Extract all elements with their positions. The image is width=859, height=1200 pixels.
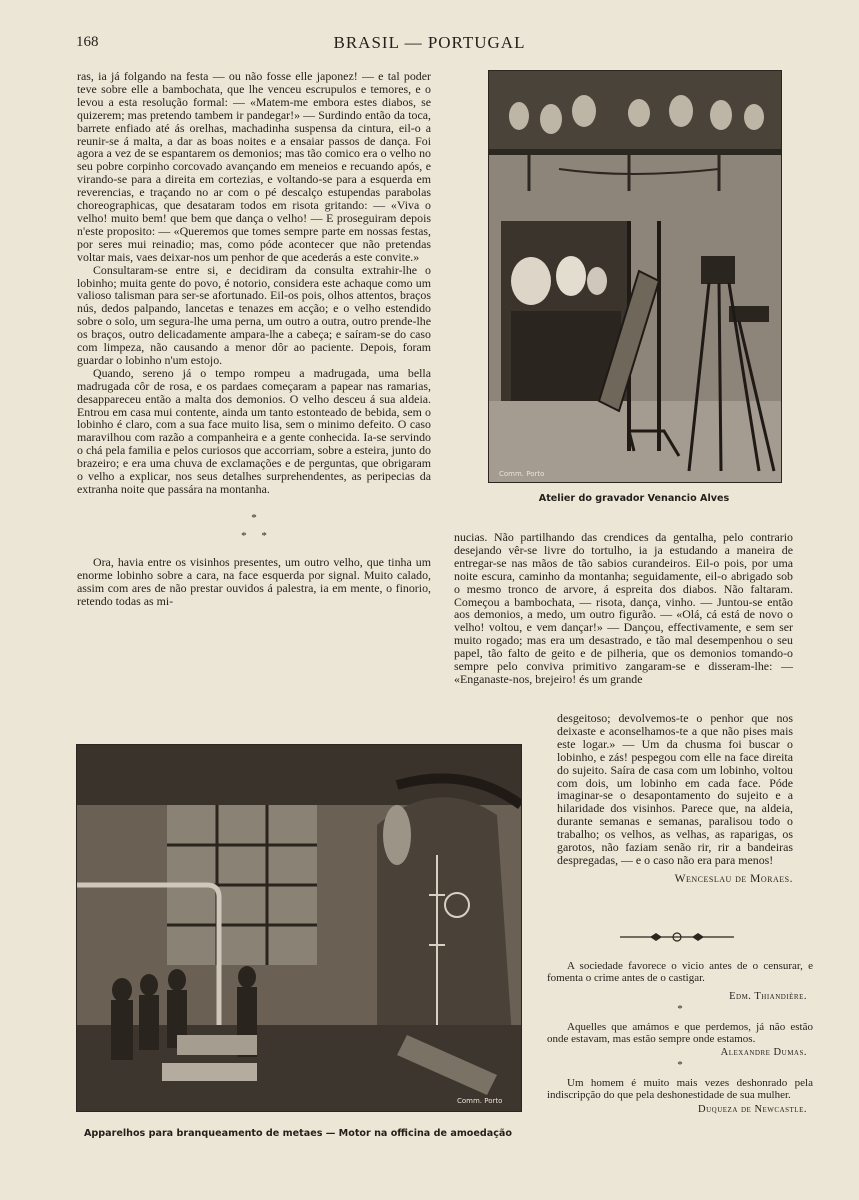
photo-credit: Comm. Porto xyxy=(499,470,545,478)
article-text-continued xyxy=(77,556,431,608)
photo-credit: Comm. Porto xyxy=(457,1097,503,1105)
quote-separator: * xyxy=(677,1059,683,1072)
quote-author: Alexandre Dumas. xyxy=(720,1047,807,1059)
paragraph: nucias. Não partilhando das crendices da gentalha, pelo contrario desejando vêr-se livre do tortulho, ia ja estudando a maneira de entregar-se nas mãos de tão sabios curandeiros. Eil-o pois, por uma noite escura, caminho da montanha; seguidamente, eil-o abrigado sob o mesmo tronco de arvore, á espreita dos diabos. Não faltaram. Começou a bambochata, — risota, dança, vinho. — Juntou-se então aos demonios, a medo, um outro figurão. — «Olá, cá está de novo o velho! voltou, e vem dançar!» — Dançou, effectivamente, e sem ser muito rogado; mas era um desastrado, e tão mal desempenhou o seu papel, tão falto de geito e de pilheria, que os demonios tomando-o sempre pelo conviva primitivo zangaram-se e disseram-lhe: — «Enganaste-nos, brejeiro! és um grande xyxy=(454,530,793,686)
left-column xyxy=(77,70,431,608)
page-number: 168 xyxy=(76,34,99,50)
paragraph: ras, ia já folgando na festa — ou não fosse elle japonez! — e tal poder teve sobre elle a bambochata, que lhe venceu escrupulos e temores, e o levou a esta resolução formal: — «Matem-me embora estes diabos, se quizerem; mas pretendo tambem ir pandegar!» — Surdindo então da toca, barrete enfiado até ás orelhas, machadinha suspensa da cintura, eil-o a reunir-se á malta, a dar as boas noites e a ensaiar passos de dança. Foi agora a vez de se espantarem os demonios; mas tão comico era o velho no seu pobre corpinho corcovado avançando em meneios e recuando após, e virando-se para a direita em cortezias, e voltando-se para a esquerda em reverencias, e traçando no ar com o pé descalço estupendas parabolas choreographicas, que desataram todos em risota gritando: — «Viva o velho! muito bem! que bem que dança o velho! — E proseguiram depois n'este proposito: — «Queremos que tomes sempre parte em nossas festas, por seres mui reinadio; mas, como póde acontecer que não pretendas voltar mais, vaes deixar-nos um penhor de que acederás a este convite.» xyxy=(77,69,431,264)
photo-workshop-caption: Apparelhos para branqueamento de metaes — Motor na officina de amoedação xyxy=(83,1128,513,1139)
paragraph: Ora, havia entre os visinhos presentes, um outro velho, que tinha um enorme lobinho sobre a cara, na face esquerda por signal. Muito calado, assim com ares de não prestar ouvidos á palestra, ia em mente, o finorio, retendo todas as mi- xyxy=(77,554,431,608)
right-column-narrow xyxy=(557,712,793,885)
photo-workshop xyxy=(76,744,522,1112)
quote-text: Um homem é muito mais vezes deshonrado pela indiscripção do que pela deshonestidade de sua mulher. xyxy=(547,1077,813,1102)
quote-author: Duqueza de Newcastle. xyxy=(698,1103,807,1115)
section-separator-bottom: * * xyxy=(241,529,267,542)
photo-atelier-caption: Atelier do gravador Venancio Alves xyxy=(538,493,730,504)
running-title: BRASIL — PORTUGAL xyxy=(333,33,526,52)
quotes-block xyxy=(547,960,813,1115)
quote-author: Edm. Thiandière. xyxy=(729,990,807,1002)
article-text-wide xyxy=(454,531,793,686)
ornament-divider xyxy=(620,930,734,942)
quote-separator: * xyxy=(677,1002,683,1015)
workshop-illustration xyxy=(77,745,521,1111)
ornament-icon xyxy=(620,931,734,943)
quote-text: A sociedade favorece o vicio antes de o censurar, e fomenta o crime antes de o castigar. xyxy=(547,960,813,985)
article-text-narrow xyxy=(557,712,793,867)
quote-text: Aquelles que amámos e que perdemos, já não estão onde estavam, mas estão sempre onde estamos. xyxy=(547,1020,813,1045)
section-separator-top: * xyxy=(251,511,257,524)
paragraph: Quando, sereno já o tempo rompeu a madrugada, uma bella madrugada côr de rosa, e os pardaes começaram a papear nas ramarias, desappareceu então a malta dos demonios. O velho desceu á sua aldeia. Entrou em casa mui contente, ainda um tanto estonteado de bebida, sem o lobinho é claro, com a sua face muito lisa, sem o minimo defeito. O caso maravilhou com razão a companheira e a gente conhecida. Ia-se servindo o chá pela familia e pelos curiosos que accorriam, sobre a esteira, junto do brazeiro; e era uma chuva de exclamações e de perguntas, que obrigaram o velho a explicar, nos seus detalhes surprehendentes, as peripecias da extranha noite que passára na montanha. xyxy=(77,365,431,496)
photo-atelier xyxy=(488,70,782,483)
paragraph: desgeitoso; devolvemos-te o penhor que nos deixaste e aconselhamos-te a que não pises mais este logar.» — Um da chusma foi buscar o lobinho, e zás! pespegou com elle na face direita do sujeito. Saíra de casa com um lobinho, voltou com dois, um lobinho em cada face. Póde imaginar-se o desapontamento do sujeito e a hilaridade dos visinhos. Parece que, na aldeia, durante semanas e semanas, paralisou todo o trabalho; os velhos, as velhas, as raparigas, os garotos, não faziam senão rir, rir a bandeiras despregadas, — e o caso não era para menos! xyxy=(557,711,793,867)
right-column xyxy=(454,531,793,686)
paragraph: Consultaram-se entre si, e decidiram da consulta extrahir-lhe o lobinho; muita gente do povo, é notorio, considera este achaque como um valioso talisman para ser-se afortunado. Eil-os pois, olhos attentos, braços nús, dedos palpando, lancetas e tenazes em acção; e o velho estendido sobre o solo, um segura-lhe uma perna, um outro a outra, outro prende-lhe os braços, outro delicadamente ampara-lhe a cabeça; e saíram-se do caso com limpeza, não causando a menor dôr ao paciente. Depois, foram guardar o lobinho n'um estojo. xyxy=(77,262,431,367)
atelier-illustration xyxy=(489,71,781,482)
article-text xyxy=(77,70,431,496)
article-signature: Wenceslau de Moraes. xyxy=(674,872,793,885)
